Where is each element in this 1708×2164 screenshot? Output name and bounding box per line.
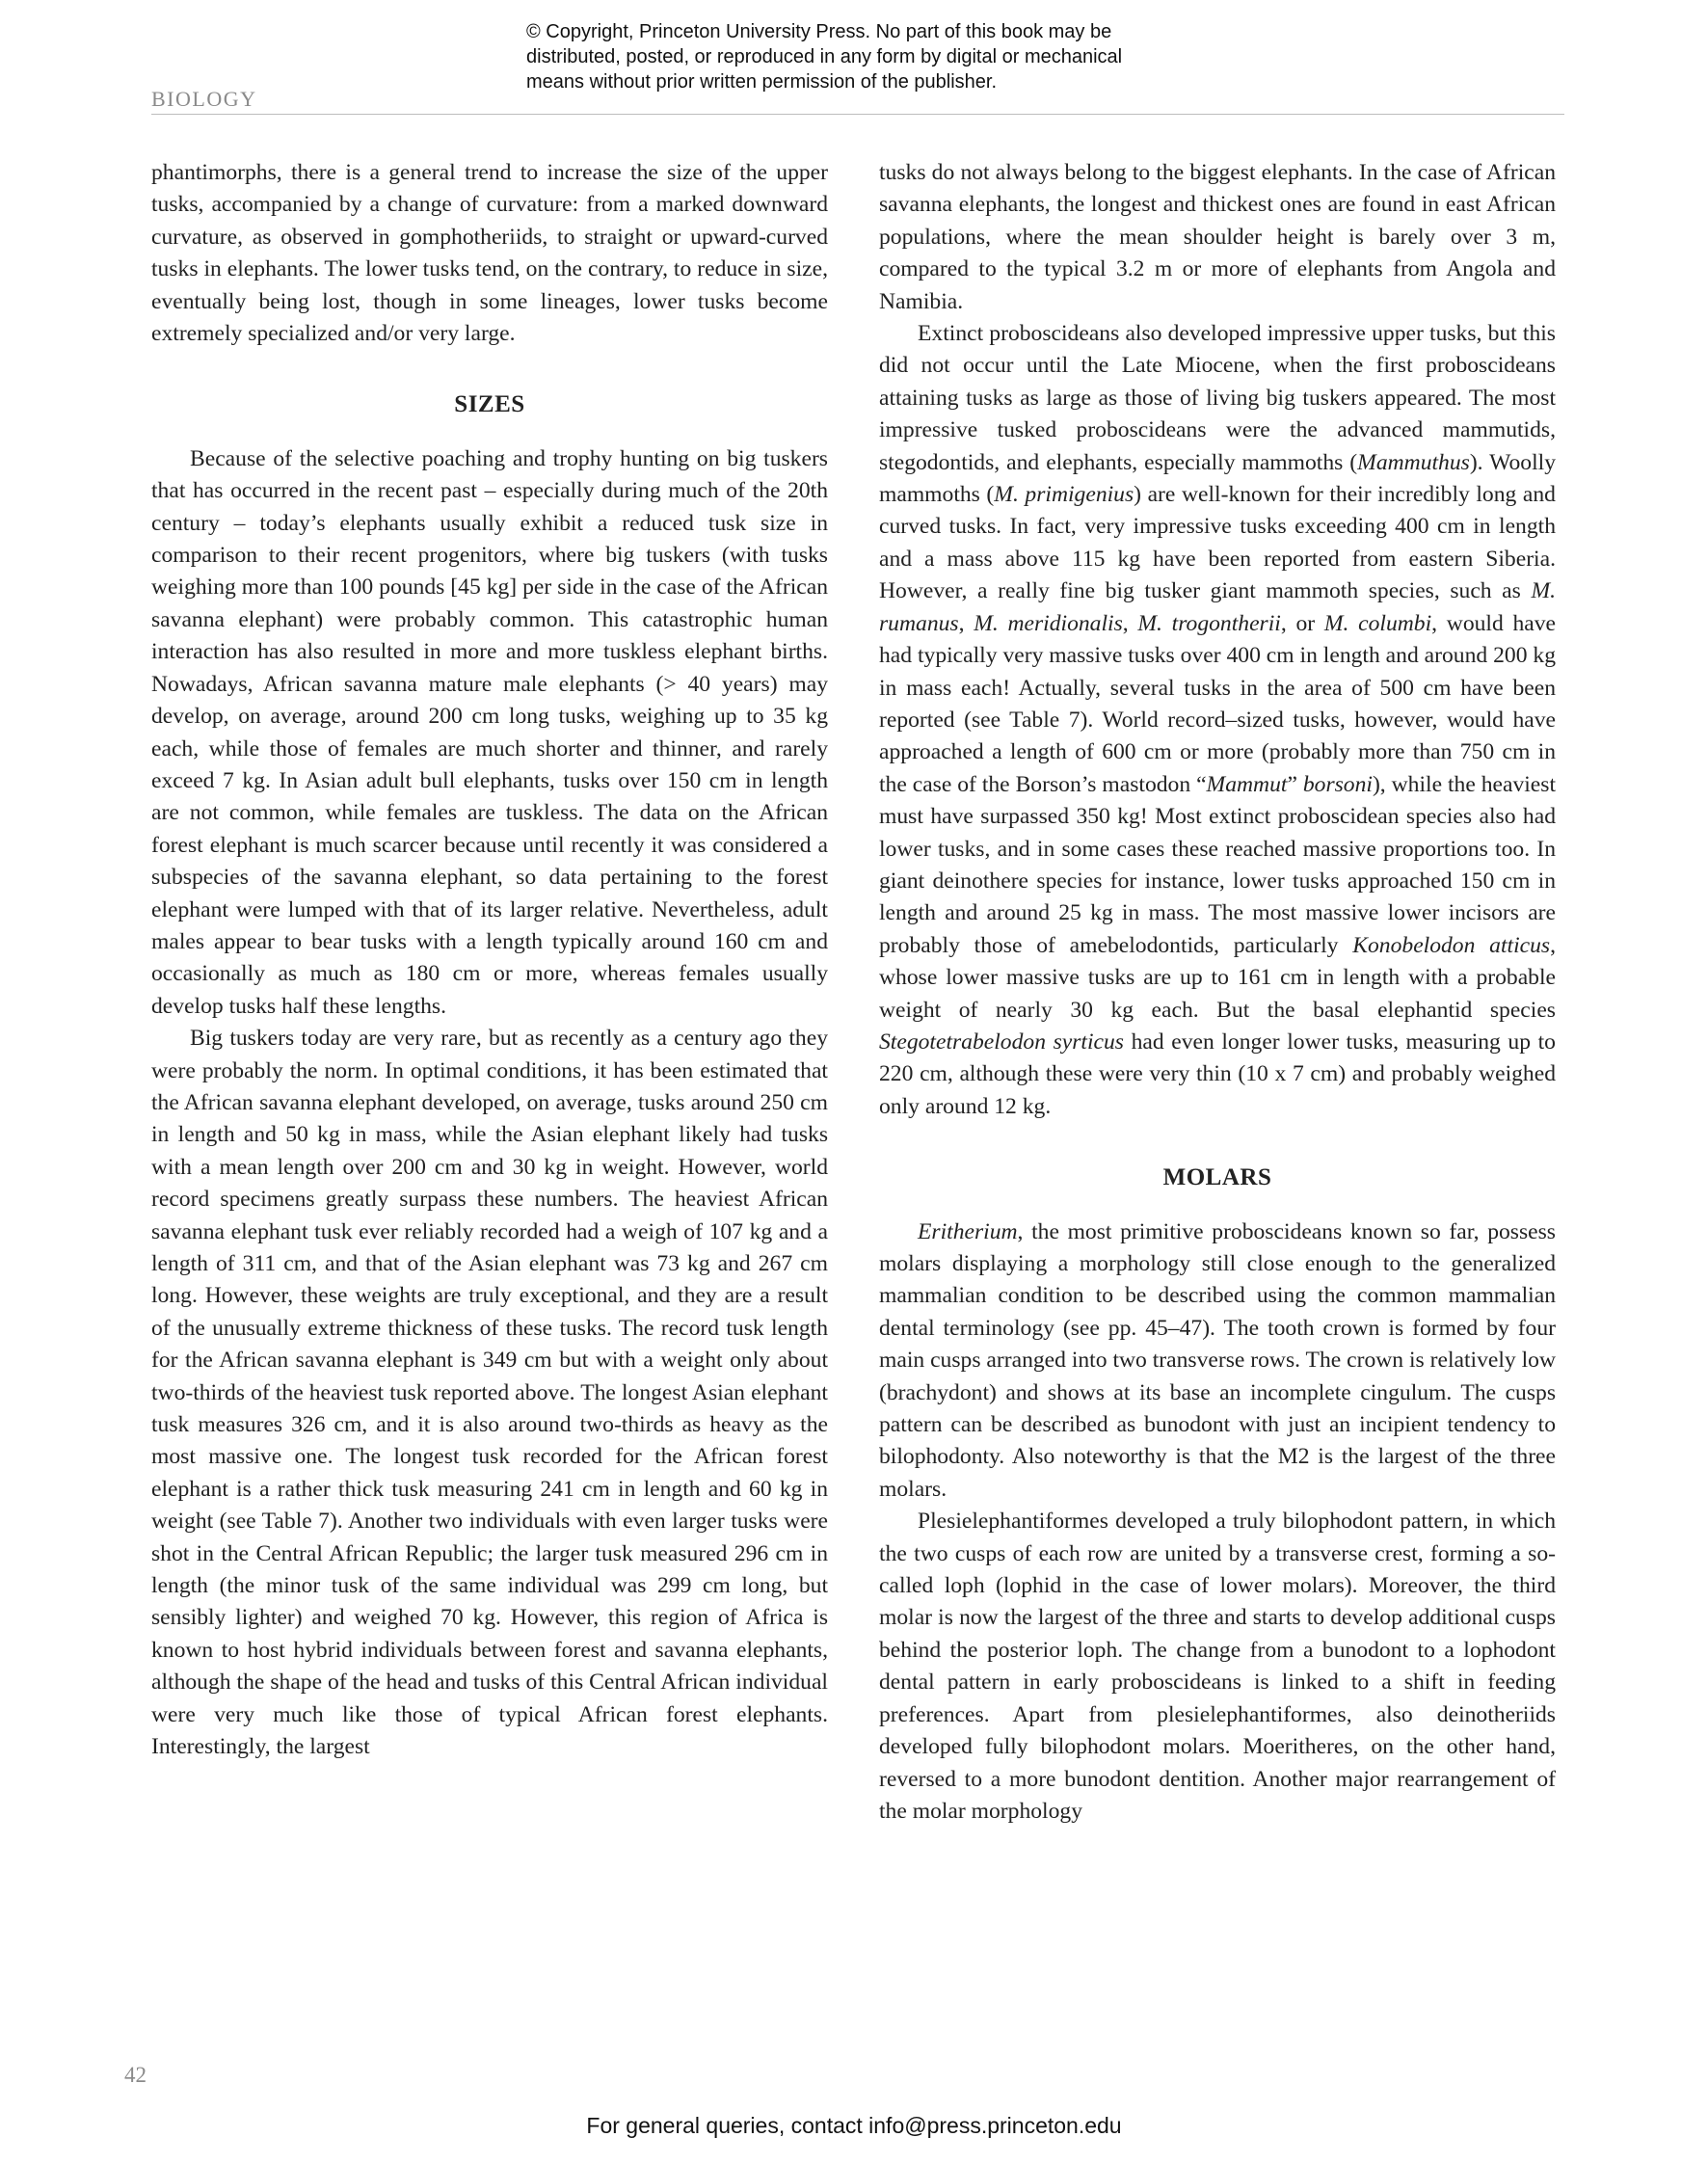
- copyright-line: © Copyright, Princeton University Press. No part of this book may be: [526, 21, 1112, 42]
- text-run: , the most primitive proboscideans known so far, possess molars displaying a morphology still close enough to the generalized mammalian condition to be described using the common mammalian dental terminology (see pp. 45–47). The tooth crown is formed by four main cusps arranged into two transverse rows. The crown is relatively low (brachydont) and shows at its base an incomplete cingulum. The cusps pattern can be described as bunodont with just an incipient tendency to bilophodonty. Also noteworthy is that the M2 is the largest of the three molars.: [879, 1218, 1556, 1502]
- taxon-name: M. columbi: [1323, 610, 1432, 636]
- taxon-name: M. trogontherii: [1137, 610, 1281, 636]
- taxon-name: Stegotetrabelodon syrticus: [879, 1029, 1124, 1055]
- text-run: , or: [1280, 610, 1324, 636]
- copyright-line: means without prior written permission of the publisher.: [526, 71, 998, 93]
- footer-contact: For general queries, contact info@press.princeton.edu: [586, 2113, 1122, 2138]
- taxon-name: Konobelodon atticus: [1352, 932, 1551, 958]
- header-divider: [151, 114, 1564, 115]
- section-heading-molars: MOLARS: [1162, 1164, 1272, 1191]
- taxon-name: borsoni: [1302, 771, 1373, 797]
- paragraph: Because of the selective poaching and trophy hunting on big tuskers that has occurred in the recent past – especially during much of the 20th century – today’s elephants usually exhibit a reduced tusk size in comparison to their recent progenitors, where big tuskers (with tusks weighing more than 100 pounds [45 kg] per side in the case of the African savanna elephant) were probably common. This catastrophic human interaction has also resulted in more and more tuskless elephant births. Nowadays, African savanna mature male elephants (> 40 years) may develop, on average, around 200 cm long tusks, weighing up to 35 kg each, while those of females are much shorter and thinner, and rarely exceed 7 kg. In Asian adult bull elephants, tusks over 150 cm in length are not common, while females are tuskless. The data on the African forest elephant is much scarcer because until recently it was considered a subspecies of the savanna elephant, so data pertaining to the forest elephant were lumped with that of its larger relative. Nevertheless, adult males appear to bear tusks with a length typically around 160 cm and occasionally as much as 180 cm or more, whereas females usually develop tusks half these lengths.: [151, 445, 828, 1019]
- paragraph: tusks do not always belong to the biggest elephants. In the case of African savanna elephants, the longest and thickest ones are found in east African populations, where the mean shoulder height is barely over 3 m, compared to the typical 3.2 m or more of elephants from Angola and Namibia.: [879, 160, 1556, 314]
- taxon-name: Mammut: [1206, 771, 1288, 797]
- copyright-notice: [526, 19, 1259, 94]
- paragraph: phantimorphs, there is a general trend to increase the size of the upper tusks, accompanied by a change of curvature: from a marked downward curvature, as observed in gomphotheriids, to straight or upward-curved tusks in elephants. The lower tusks tend, on the contrary, to reduce in size, eventually being lost, though in some lineages, lower tusks become extremely specialized and/or very large.: [151, 160, 828, 347]
- text-run: , whose lower massive tusks are up to 161 cm in length with a probable weight of nearly 30 kg each. But the basal elephantid species: [879, 932, 1557, 1023]
- text-run: ,: [1122, 610, 1138, 636]
- text-run: ,: [958, 610, 974, 636]
- taxon-name: M. meridionalis: [974, 610, 1123, 636]
- text-run: ). Woolly mammoths (: [879, 449, 1557, 508]
- taxon-name: M. rumanus: [879, 578, 1556, 636]
- section-heading-sizes: SIZES: [454, 391, 525, 418]
- running-head: BIOLOGY: [151, 87, 257, 111]
- page-number: 42: [124, 2063, 147, 2087]
- taxon-name: Mammuthus: [1357, 449, 1470, 475]
- text-run: had even longer lower tusks, measuring up to 220 cm, although these were very thin (10 x 7 cm) and probably weighed only around 12 kg.: [879, 1029, 1556, 1119]
- right-column: [879, 157, 1556, 1828]
- left-column: [151, 157, 828, 1764]
- text-run: , would have had typically very massive tusks over 400 cm in length and around 200 kg in mass each! Actually, several tusks in the area of 500 cm have been reported (see Table 7). World record–sized tusks, however, would have approached a length of 600 cm or more (probably more than 750 cm in the case of the Borson’s mastodon “: [879, 610, 1557, 797]
- paragraph: [879, 318, 1556, 1123]
- taxon-name: Eritherium: [918, 1218, 1018, 1244]
- paragraph: [879, 1216, 1556, 1507]
- copyright-line: distributed, posted, or reproduced in any form by digital or mechanical: [526, 46, 1123, 67]
- paragraph: Big tuskers today are very rare, but as recently as a century ago they were probably the norm. In optimal conditions, it has been estimated that the African savanna elephant developed, on average, tusks around 250 cm in length and 50 kg in mass, while the Asian elephant likely had tusks with a mean length over 200 cm and 30 kg in weight. However, world record specimens greatly surpass these numbers. The heaviest African savanna elephant tusk ever reliably recorded had a weigh of 107 kg and a length of 311 cm, and that of the Asian elephant was 73 kg and 267 cm long. However, these weights are truly exceptional, and they are a result of the unusually extreme thickness of these tusks. The record tusk length for the African savanna elephant is 349 cm but with a weight only about two-thirds of the heaviest tusk reported above. The longest Asian elephant tusk measures 326 cm, and it is also around two-thirds as heavy as the most massive one. The longest tusk recorded for the African forest elephant is a rather thick tusk measuring 241 cm in length and 60 kg in weight (see Table 7). Another two individuals with even larger tusks were shot in the Central African Republic; the larger tusk measured 296 cm in length (the minor tusk of the same individual was 299 cm long, but sensibly lighter) and weighed 70 kg. However, this region of Africa is known to host hybrid individuals between forest and savanna elephants, although the shape of the head and tusks of this Central African individual were very much like those of typical African forest elephants. Interestingly, the largest: [151, 1026, 828, 1760]
- taxon-name: M. primigenius: [994, 482, 1134, 508]
- text-run: ”: [1287, 771, 1303, 797]
- text-run: ) are well-known for their incredibly long and curved tusks. In fact, very impressive tusks exceeding 400 cm in length and a mass above 115 kg have been reported from eastern Siberia. However, a really fine big tusker giant mammoth species, such as: [879, 482, 1556, 604]
- text-run: ), while the heaviest must have surpassed 350 kg! Most extinct proboscidean species also had lower tusks, and in some cases these reached massive proportions too. In giant deinothere species for instance, lower tusks approached 150 cm in length and around 25 kg in mass. The most massive lower incisors are probably those of amebelodontids, particularly: [879, 771, 1557, 958]
- paragraph: Plesielephantiformes developed a truly bilophodont pattern, in which the two cusps of each row are united by a transverse crest, forming a so-called loph (lophid in the case of lower molars). Moreover, the third molar is now the largest of the three and starts to develop additional cusps behind the posterior loph. The change from a bunodont to a lophodont dental pattern in early proboscideans is linked to a shift in feeding preferences. Apart from plesielephantiformes, also deinotheriids developed fully bilophodont molars. Moeritheres, on the other hand, reversed to a more bunodont dentition. Another major rearrangement of the molar morphology: [879, 1509, 1556, 1824]
- text-run: Extinct proboscideans also developed impressive upper tusks, but this did not occur until the Late Miocene, when the first proboscideans attaining tusks as large as those of living big tuskers appeared. The most impressive tusked proboscideans were the advanced mammutids, stegodontids, and elephants, especially mammoths (: [879, 321, 1556, 475]
